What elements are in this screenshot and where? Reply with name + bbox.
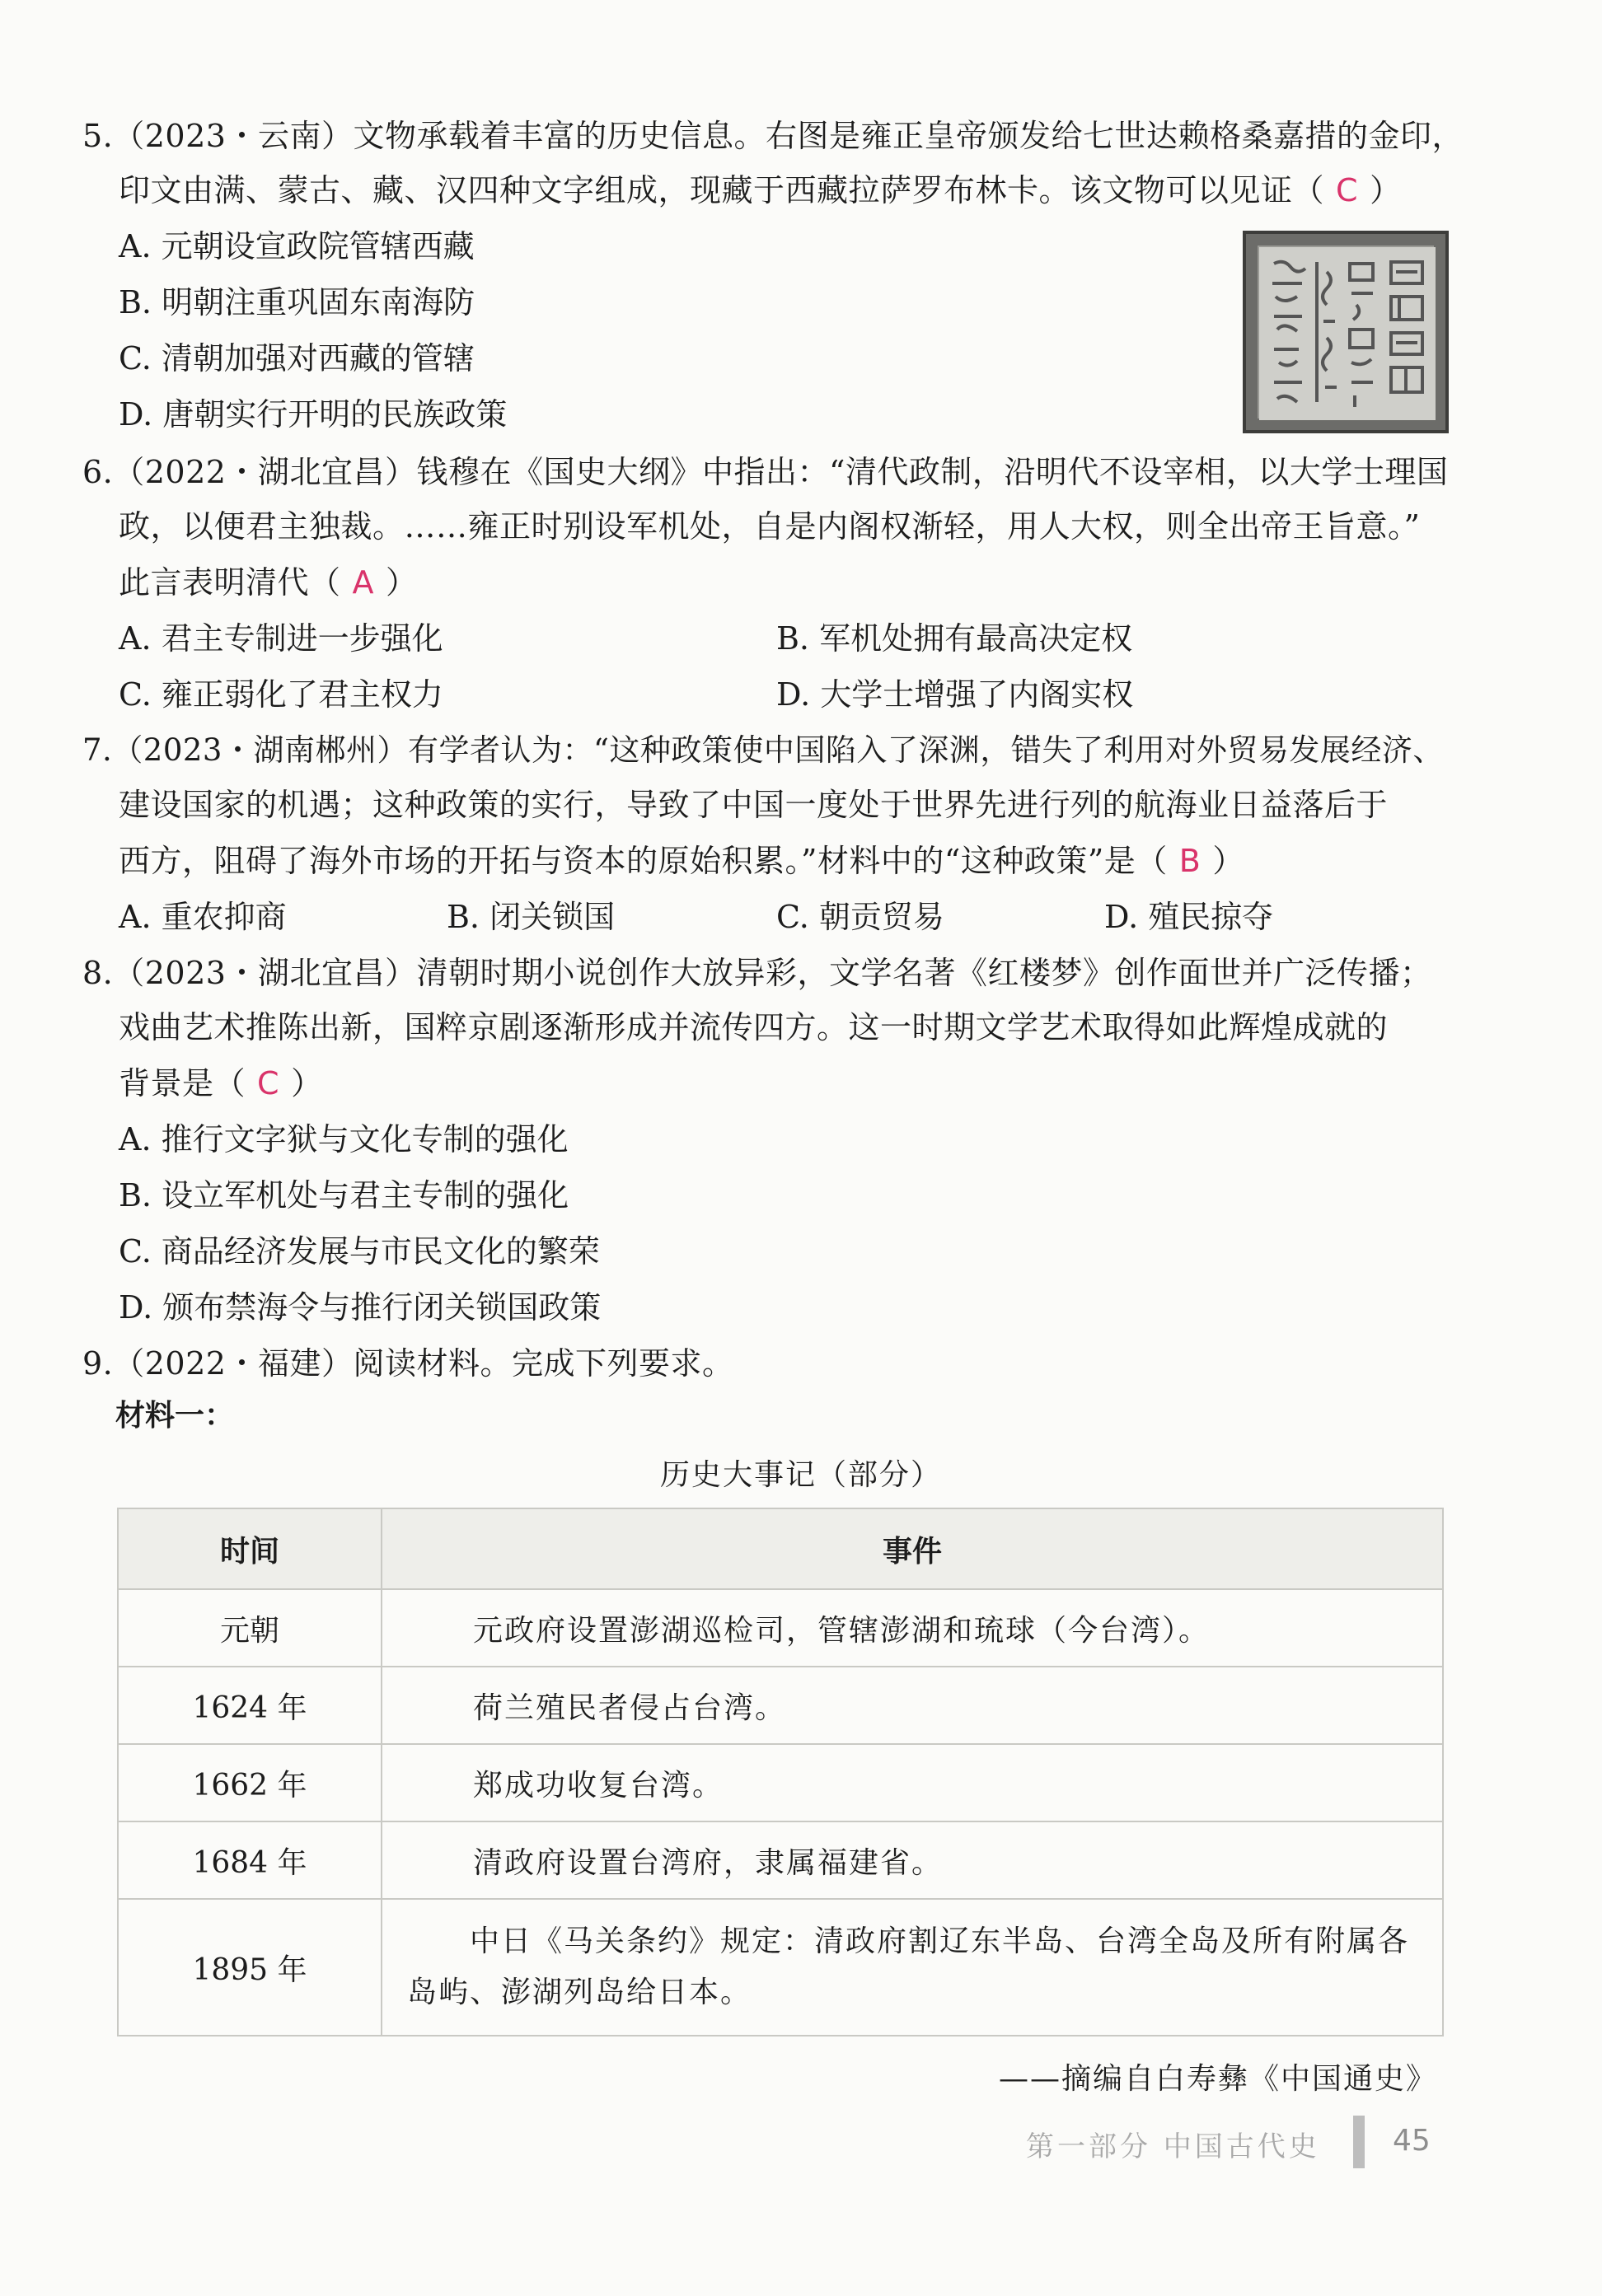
q5-answer: C [1336,172,1359,208]
footer-section-label: 第一部分 中国古代史 [1026,2130,1320,2163]
q8-option-c: C. 商品经济发展与市民文化的繁荣 [119,1233,600,1270]
q8-close: ） [291,1065,323,1101]
q6-line1: 6.（2022・湖北宜昌）钱穆在《国史大纲》中指出：“清代政制，沿明代不设宰相，以大学士理国 [82,454,1449,490]
header-event: 事件 [382,1508,1443,1589]
row-time: 1624 年 [118,1667,382,1744]
q8-answer: C [257,1065,280,1101]
seal-script-icon [1259,247,1436,420]
q7-answer: B [1178,843,1202,879]
q6-line3-text: 此言表明清代（ [119,564,341,601]
table-row [118,1667,1443,1744]
row-time: 1895 年 [118,1899,382,2036]
table-row [118,1589,1443,1667]
q6-line2: 政，以便君主独裁。……雍正时别设军机处，自是内阁权渐轻，用人大权，则全出帝王旨意。” [119,508,1421,545]
material-title: 材料一： [115,1398,235,1433]
table-row [118,1821,1443,1899]
row-time: 1684 年 [118,1821,382,1899]
history-events-table [117,1508,1444,2036]
q6-option-b: B. 军机处拥有最高决定权 [776,620,1133,657]
q5-close: ） [1370,172,1402,208]
footer-divider [1353,2116,1365,2168]
q8-line1: 8.（2023・湖北宜昌）清朝时期小说创作大放异彩，文学名著《红楼梦》创作面世并广泛传播； [82,955,1432,991]
q6-option-c: C. 雍正弱化了君主权力 [119,676,443,713]
q8-line3-text: 背景是（ [119,1065,246,1101]
table-row [118,1899,1443,2036]
q8-option-a: A. 推行文字狱与文化专制的强化 [119,1121,569,1157]
row-event: 元政府设置澎湖巡检司，管辖澎湖和琉球（今台湾）。 [382,1589,1443,1667]
q5-line2 [119,170,1402,211]
q5-option-c: C. 清朝加强对西藏的管辖 [119,340,475,376]
q8-line3 [119,1063,323,1104]
q6-option-a: A. 君主专制进一步强化 [119,620,443,657]
q7-line3-text: 西方，阻碍了海外市场的开拓与资本的原始积累。”材料中的“这种政策”是（ [119,843,1168,879]
q8-line2: 戏曲艺术推陈出新，国粹京剧逐渐形成并流传四方。这一时期文学艺术取得如此辉煌成就的 [119,1009,1389,1045]
seal-face [1258,245,1434,419]
q5-line2-text: 印文由满、蒙古、藏、汉四种文字组成，现藏于西藏拉萨罗布林卡。该文物可以见证（ [119,172,1325,208]
table-row [118,1744,1443,1821]
header-time: 时间 [118,1508,382,1589]
q6-close: ） [386,564,418,601]
q7-close: ） [1212,843,1244,879]
q5-option-a: A. 元朝设宣政院管辖西藏 [119,228,475,264]
q7-option-b: B. 闭关锁国 [447,899,616,935]
q5-line1: 5.（2023・云南）文物承载着丰富的历史信息。右图是雍正皇帝颁发给七世达赖格桑嘉措的金印， [82,118,1464,154]
q5-option-d: D. 唐朝实行开明的民族政策 [119,396,508,433]
q7-option-c: C. 朝贡贸易 [776,899,944,935]
q7-line3 [119,840,1244,881]
q7-line1: 7.（2023・湖南郴州）有学者认为：“这种政策使中国陷入了深渊，错失了利用对外贸易发展经济、 [82,732,1444,768]
q6-answer: A [352,564,375,601]
gold-seal-image [1243,231,1449,433]
page-number: 45 [1393,2124,1431,2158]
q7-option-d: D. 殖民掠夺 [1104,899,1274,935]
source-citation: ——摘编自白寿彝《中国通史》 [998,2062,1437,2096]
q5-option-b: B. 明朝注重巩固东南海防 [119,284,475,320]
row-event: 清政府设置台湾府，隶属福建省。 [382,1821,1443,1899]
row-event: 中日《马关条约》规定：清政府割辽东半岛、台湾全岛及所有附属各岛屿、澎湖列岛给日本。 [382,1899,1443,2036]
q8-option-d: D. 颁布禁海令与推行闭关锁国政策 [119,1289,602,1326]
row-event: 郑成功收复台湾。 [382,1744,1443,1821]
q6-option-d: D. 大学士增强了内阁实权 [776,676,1134,713]
q9-line1: 9.（2022・福建）阅读材料。完成下列要求。 [82,1345,734,1382]
q8-option-b: B. 设立军机处与君主专制的强化 [119,1177,569,1213]
q7-line2: 建设国家的机遇；这种政策的实行，导致了中国一度处于世界先进行列的航海业日益落后于 [119,787,1389,823]
table-header-row [118,1508,1443,1589]
row-time: 元朝 [118,1589,382,1667]
table-caption: 历史大事记（部分） [659,1458,942,1492]
q6-line3 [119,562,418,603]
row-event: 荷兰殖民者侵占台湾。 [382,1667,1443,1744]
q7-option-a: A. 重农抑商 [119,899,287,935]
row-time: 1662 年 [118,1744,382,1821]
